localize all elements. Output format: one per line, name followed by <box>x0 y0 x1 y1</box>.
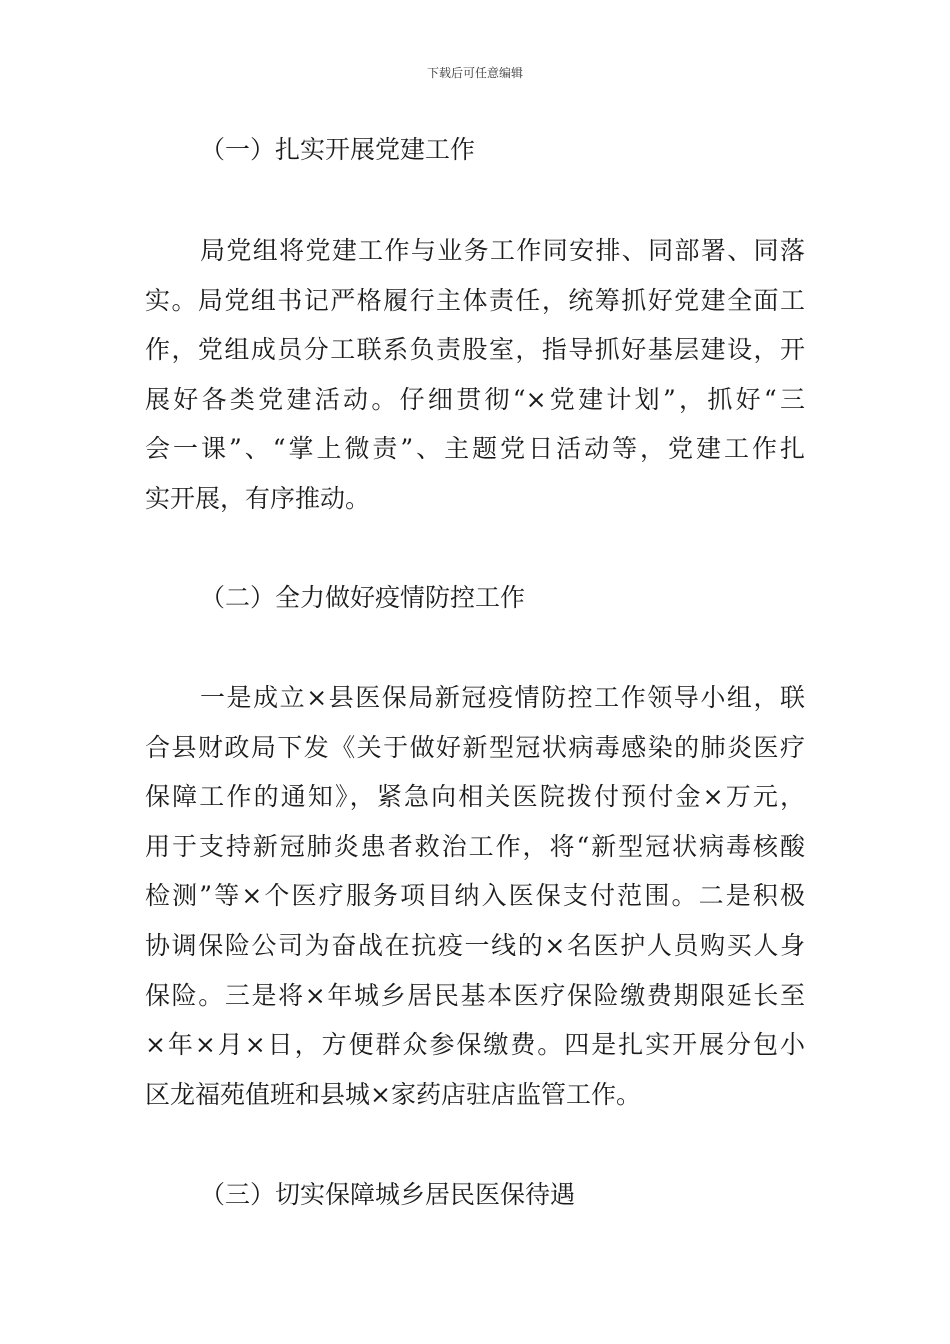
section-body-2 <box>145 673 805 1119</box>
body-line: 合县财政局下发《关于做好新型冠状病毒感染的肺炎医疗 <box>145 732 805 762</box>
body-line: 一是成立×县医保局新冠疫情防控工作领导小组，联 <box>200 683 805 712</box>
section-heading-3: （三）切实保障城乡居民医保待遇 <box>200 1180 576 1209</box>
body-line: 局党组将党建工作与业务工作同安排、同部署、同落 <box>200 236 805 265</box>
section-body-1 <box>145 226 805 524</box>
body-line: 展好各类党建活动。仔细贯彻“×党建计划”，抓好“三 <box>145 384 805 414</box>
header-note: 下载后可任意编辑 <box>426 66 523 80</box>
section-heading-2: （二）全力做好疫情防控工作 <box>200 583 526 612</box>
body-line: ×年×月×日，方便群众参保缴费。四是扎实开展分包小 <box>145 1030 805 1060</box>
body-line: 保险。三是将×年城乡居民基本医疗保险缴费期限延长至 <box>145 980 805 1010</box>
body-line: 区龙福苑值班和县城×家药店驻店监管工作。 <box>145 1079 641 1109</box>
body-line: 实。局党组书记严格履行主体责任，统筹抓好党建全面工 <box>145 285 805 315</box>
body-line: 检测”等×个医疗服务项目纳入医保支付范围。二是积极 <box>145 881 805 911</box>
body-line: 实开展，有序推动。 <box>145 483 371 513</box>
body-line: 会一课”、“掌上微责”、主题党日活动等，党建工作扎 <box>145 434 805 464</box>
body-line: 协调保险公司为奋战在抗疫一线的×名医护人员购买人身 <box>145 930 805 960</box>
body-line: 用于支持新冠肺炎患者救治工作，将“新型冠状病毒核酸 <box>145 831 805 861</box>
body-line: 保障工作的通知》，紧急向相关医院拨付预付金×万元， <box>145 782 805 812</box>
body-line: 作，党组成员分工联系负责股室，指导抓好基层建设，开 <box>145 335 805 365</box>
section-heading-1: （一）扎实开展党建工作 <box>200 135 476 164</box>
